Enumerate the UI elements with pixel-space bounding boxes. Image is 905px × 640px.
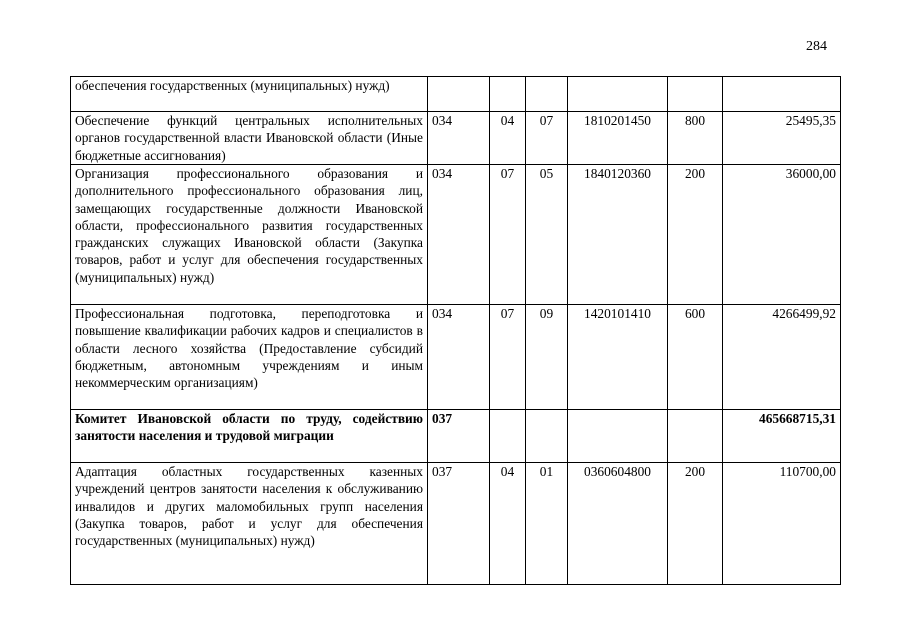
subsection-code: 07 — [526, 112, 568, 165]
expense-type-code: 200 — [668, 463, 723, 585]
subsection-code — [526, 77, 568, 112]
ministry-code: 034 — [428, 305, 490, 410]
table-row — [71, 112, 841, 165]
row-description: Обеспечение функций центральных исполнительных органов государственной власти Ивановской области (Иные бюджетные ассигнования) — [71, 112, 428, 165]
subsection-code: 09 — [526, 305, 568, 410]
section-code: 04 — [490, 463, 526, 585]
expense-type-code: 600 — [668, 305, 723, 410]
table-row-department — [71, 410, 841, 463]
target-item-code: 1810201450 — [568, 112, 668, 165]
expense-type-code — [668, 77, 723, 112]
table-row — [71, 305, 841, 410]
table-row — [71, 165, 841, 305]
budget-table — [70, 76, 841, 585]
section-code — [490, 77, 526, 112]
ministry-code: 037 — [428, 463, 490, 585]
subsection-code — [526, 410, 568, 463]
row-description: Адаптация областных государственных казенных учреждений центров занятости населения к обслуживанию инвалидов и других маломобильных групп населения (Закупка товаров, работ и услуг для обеспечения государственных (муниципальных) нужд) — [71, 463, 428, 585]
amount: 36000,00 — [723, 165, 841, 305]
target-item-code: 1420101410 — [568, 305, 668, 410]
section-code: 07 — [490, 305, 526, 410]
target-item-code — [568, 77, 668, 112]
ministry-code: 037 — [428, 410, 490, 463]
row-description: Организация профессионального образования и дополнительного профессионального образования лиц, замещающих государственные должности Ивановской области, профессионального развития государственных гражданских служащих Ивановской области (Закупка товаров, работ и услуг для обеспечения государственных (муниципальных) нужд) — [71, 165, 428, 305]
row-description: обеспечения государственных (муниципальных) нужд) — [71, 77, 428, 112]
ministry-code — [428, 77, 490, 112]
table-row — [71, 77, 841, 112]
amount: 110700,00 — [723, 463, 841, 585]
section-code: 04 — [490, 112, 526, 165]
subsection-code: 01 — [526, 463, 568, 585]
expense-type-code — [668, 410, 723, 463]
amount — [723, 77, 841, 112]
expense-type-code: 200 — [668, 165, 723, 305]
amount: 25495,35 — [723, 112, 841, 165]
section-code — [490, 410, 526, 463]
target-item-code — [568, 410, 668, 463]
ministry-code: 034 — [428, 112, 490, 165]
page-number: 284 — [806, 39, 827, 54]
expense-type-code: 800 — [668, 112, 723, 165]
row-description: Комитет Ивановской области по труду, содействию занятости населения и трудовой миграции — [71, 410, 428, 463]
section-code: 07 — [490, 165, 526, 305]
table-row — [71, 463, 841, 585]
subsection-code: 05 — [526, 165, 568, 305]
target-item-code: 1840120360 — [568, 165, 668, 305]
row-description: Профессиональная подготовка, переподготовка и повышение квалификации рабочих кадров и специалистов в области лесного хозяйства (Предоставление субсидий бюджетным, автономным учреждениям и иным некоммерческим организациям) — [71, 305, 428, 410]
ministry-code: 034 — [428, 165, 490, 305]
target-item-code: 0360604800 — [568, 463, 668, 585]
amount: 465668715,31 — [723, 410, 841, 463]
amount: 4266499,92 — [723, 305, 841, 410]
